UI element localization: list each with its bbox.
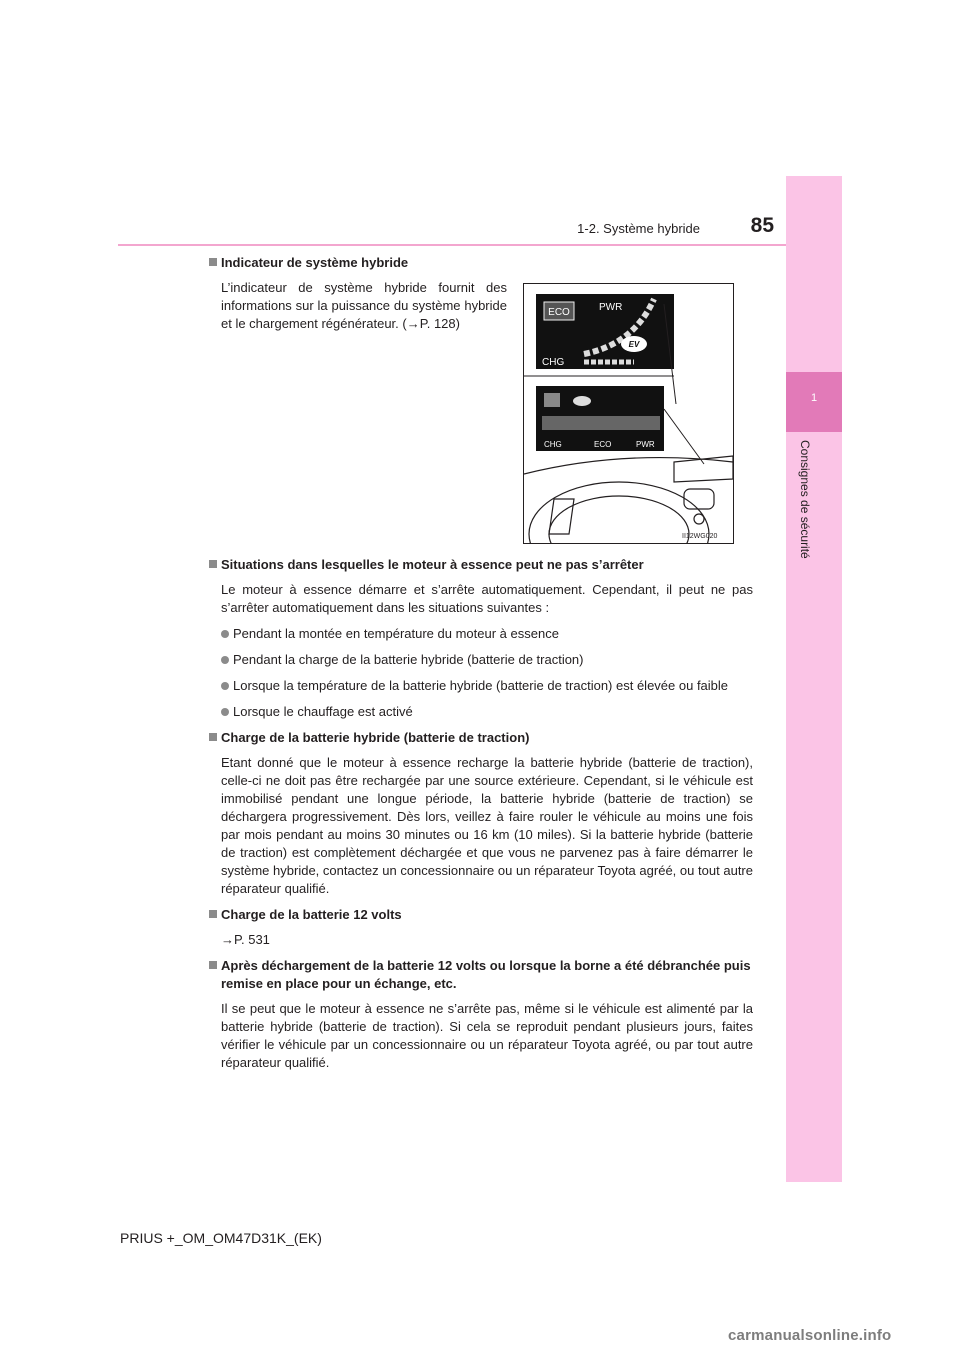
round-bullet-icon (221, 630, 229, 638)
section-heading (209, 957, 753, 993)
side-chapter-label: Consignes de sécurité (798, 440, 812, 559)
paragraph: Le moteur à essence démarre et s’arrête automatiquement. Cependant, il peut ne pas s’arrêter automatiquement dans les situations suivantes : (221, 582, 753, 615)
battery-level-icon (544, 393, 560, 407)
section-heading (209, 906, 753, 924)
watermark: carmanualsonline.info (728, 1327, 892, 1344)
square-bullet-icon (209, 961, 217, 969)
round-bullet-icon (221, 656, 229, 664)
section-heading (209, 729, 753, 747)
square-bullet-icon (209, 910, 217, 918)
paragraph: Etant donné que le moteur à essence recharge la batterie hybride (batterie de traction), celle-ci ne doit pas être rechargée par une source extérieure. Cependant, si le véhicule est immobilisé pendant une longue période, la batterie hybride (batterie de traction) se déchargera progressivement. Dès lors, veillez à faire rouler le véhicule au moins une fois par mois pendant au moins 30 minutes ou 16 km (10 miles). Si la batterie hybride (batterie de traction) est complètement déchargée et que vous ne parvenez pas à faire démarrer le système hybride, contactez un concessionnaire ou un réparateur Toyota agréé, ou tout autre réparateur qualifié. (221, 755, 753, 896)
list-item-text: Lorsque la température de la batterie hybride (batterie de traction) est élevée ou faible (233, 678, 729, 693)
heading-text: Après déchargement de la batterie 12 volts ou lorsque la borne a été débranchée puis remise en place pour un échange, etc. (221, 958, 751, 991)
document-code: PRIUS +_OM_OM47D31K_(EK) (120, 1230, 322, 1246)
chg-label: CHG (542, 357, 565, 368)
list-item-text: Pendant la montée en température du moteur à essence (233, 626, 559, 641)
header-rule (118, 244, 786, 246)
list-item-text: Pendant la charge de la batterie hybride (batterie de traction) (233, 652, 584, 667)
square-bullet-icon (209, 733, 217, 741)
heading-text: Charge de la batterie hybride (batterie de traction) (221, 730, 530, 745)
paragraph: L’indicateur de système hybride fournit des informations sur la puissance du système hybride et le chargement régénérateur. (→P. 128) (221, 280, 507, 331)
square-bullet-icon (209, 560, 217, 568)
list-item (221, 651, 753, 669)
ev-indicator-small-icon (573, 396, 591, 406)
list-item-text: Lorsque le chauffage est activé (233, 704, 413, 719)
page-reference: →P. 531 (221, 932, 270, 947)
hybrid-indicator-figure (523, 283, 734, 544)
side-chapter-number: 1 (810, 392, 818, 404)
square-bullet-icon (209, 258, 217, 266)
hybrid-bar-gauge (542, 416, 660, 430)
eco-lower-label: ECO (594, 440, 612, 449)
ev-label: EV (628, 340, 640, 349)
list-item (221, 703, 753, 721)
side-tab-band (786, 176, 842, 1182)
round-bullet-icon (221, 708, 229, 716)
pwr-label: PWR (599, 302, 623, 313)
heading-text: Situations dans lesquelles le moteur à essence peut ne pas s’arrêter (221, 557, 644, 572)
heading-text: Indicateur de système hybride (221, 255, 409, 270)
round-bullet-icon (221, 682, 229, 690)
list-item (221, 625, 753, 643)
list-item (221, 677, 753, 695)
section-heading (209, 254, 753, 272)
section-heading (209, 556, 753, 574)
callout-line (664, 409, 704, 464)
dashboard-illustration (524, 284, 733, 543)
pwr-lower-label: PWR (636, 440, 655, 449)
page-number: 85 (750, 214, 774, 237)
steering-wheel-sketch (524, 456, 733, 543)
chg-lower-label: CHG (544, 440, 562, 449)
eco-label: ECO (548, 307, 570, 318)
figure-code: II12WG020 (682, 533, 718, 540)
paragraph: Il se peut que le moteur à essence ne s’arrête pas, même si le véhicule est alimenté par la batterie hybride (batterie de traction). Si cela se reproduit pendant plusieurs jours, faites vérifier le véhicule par un concessionnaire ou un réparateur Toyota agréé, ou par tout autre réparateur qualifié. (221, 1001, 753, 1070)
heading-text: Charge de la batterie 12 volts (221, 907, 402, 922)
section-title: 1-2. Système hybride (577, 221, 700, 236)
